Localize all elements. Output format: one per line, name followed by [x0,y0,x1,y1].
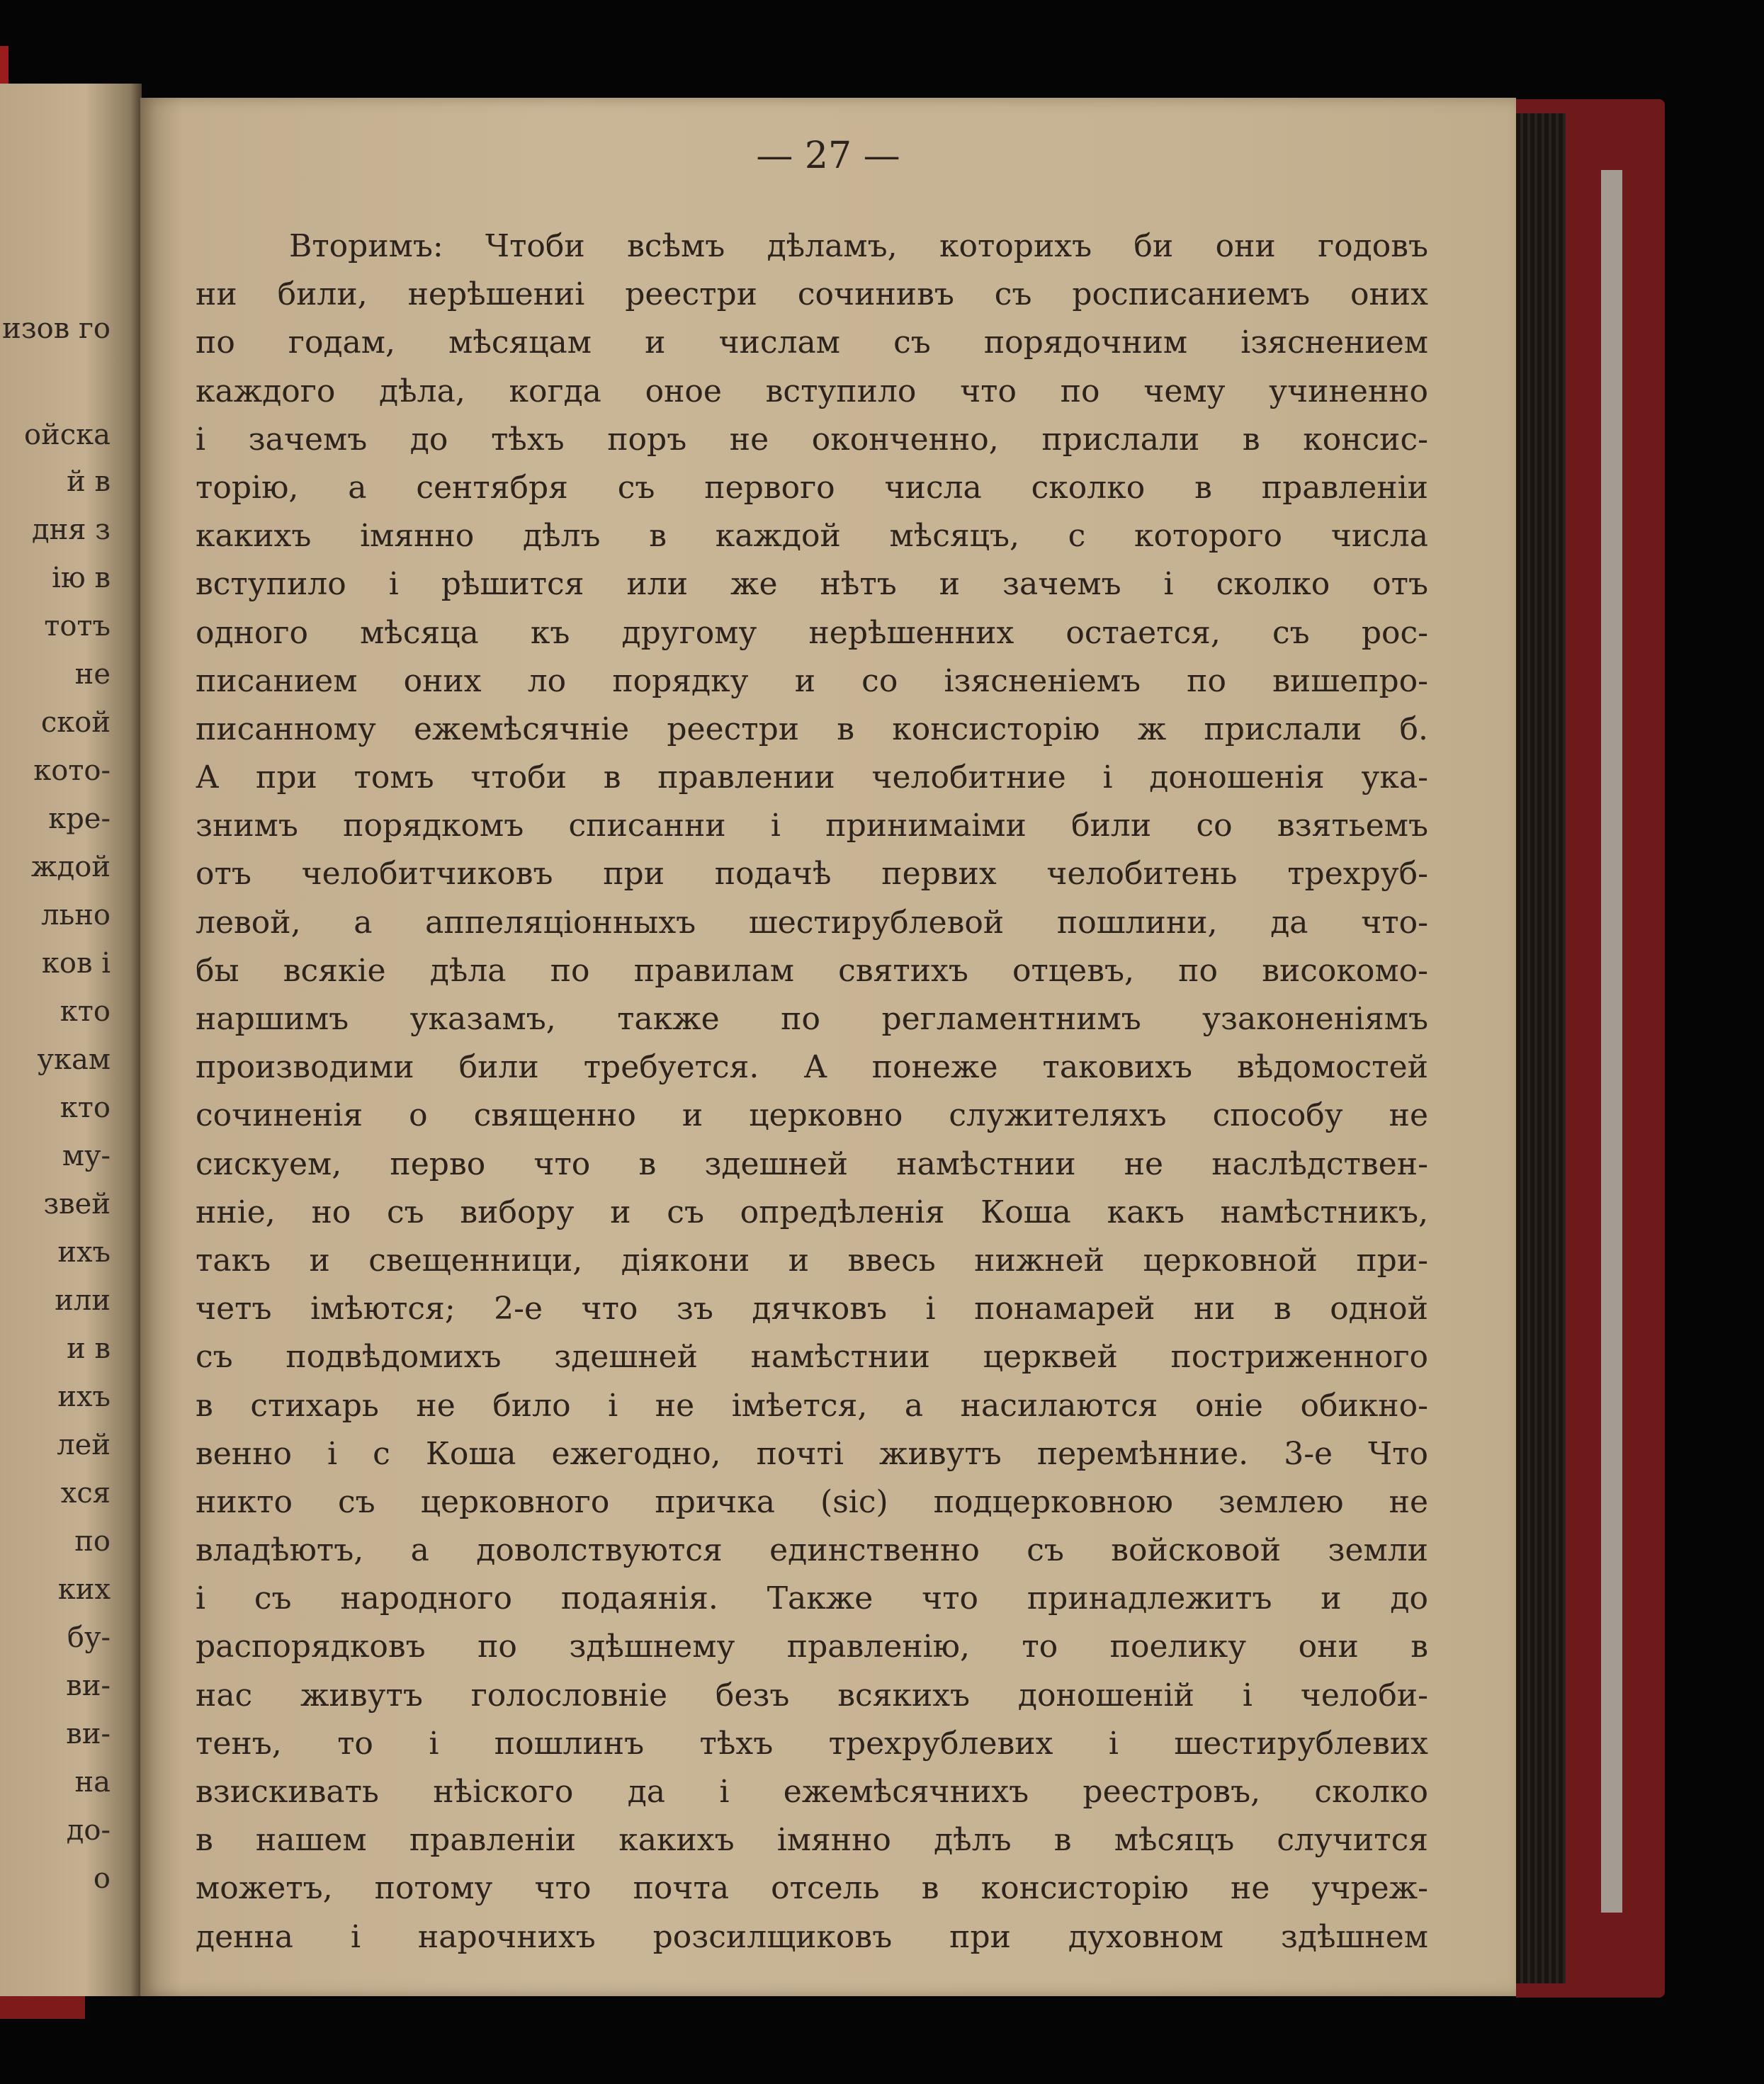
text-line: писанием оних ло порядку и со ізясненіемъ по вишепро- [196,662,1428,699]
page-body-text [196,222,1428,1961]
left-page-line: не [74,658,111,691]
text-line: бы всякіе дѣла по правилам святихъ отцевъ, по високомо- [196,952,1428,989]
left-page-line: тотъ [44,610,111,642]
left-page-line: ких [57,1573,111,1606]
left-page-line: о [93,1862,111,1895]
text-line: наршимъ указамъ, также по регламентнимъ узаконеніямъ [196,1001,1428,1037]
text-line: сочиненія о священно и церковно служителяхъ способу не [196,1097,1428,1134]
left-page-line: ви- [66,1670,111,1702]
text-line: распорядковъ по здѣшнему правленію, то поелику они в [196,1629,1428,1665]
page-number: — 27 — [756,135,900,177]
left-page-line: до- [66,1814,111,1847]
text-line: нас живутъ голословніе безъ всякихъ доношеній і челоби- [196,1677,1428,1714]
left-page-line: кто [60,995,111,1028]
text-line: какихъ імянно дѣлъ в каждой мѣсяцъ, с которого числа [196,518,1428,555]
page-edges [1509,113,1566,1983]
left-page-line: на [74,1766,111,1799]
left-page-line: ви- [66,1718,111,1750]
text-line: А при томъ чтоби в правлении челобитние і доношенія ука- [196,759,1428,796]
text-line: в стихарь не било і не імѣется, а насилаются оніе обикно- [196,1387,1428,1424]
left-page-line: льно [41,899,111,931]
left-page-line: и в [67,1332,111,1365]
left-page-line: ойска [24,419,111,451]
text-line: четъ імѣются; 2-е что зъ дячковъ і понамарей ни в одной [196,1291,1428,1327]
text-line: і съ народного подаянія. Также что принадлежитъ и до [196,1580,1428,1617]
text-line: съ подвѣдомихъ здешней намѣстнии церквей постриженного [196,1339,1428,1376]
left-page-line: ков і [41,947,111,980]
text-line: нніе, но съ вибору и съ опредѣленія Коша какъ намѣстникъ, [196,1194,1428,1230]
left-page-line: й в [67,465,111,498]
text-line: производими били требуется. А понеже таковихъ вѣдомостей [196,1049,1428,1086]
text-line: денна і нарочнихъ розсилщиковъ при духовном здѣшнем [196,1918,1428,1955]
text-line: взискивать нѣіского да і ежемѣсячнихъ реестровъ, сколко [196,1774,1428,1810]
cover-inner-board [1601,170,1622,1913]
left-page-line: ждой [30,851,111,883]
left-page [0,84,142,1996]
text-line: одного мѣсяца къ другому нерѣшенних остается, съ рос- [196,614,1428,651]
left-page-line: или [55,1284,111,1317]
text-line: ни били, нерѣшениі реестри сочинивъ съ росписаниемъ оних [196,276,1428,313]
left-page-line: ихъ [57,1236,111,1269]
left-page-line: ихъ [57,1381,111,1413]
left-page-line: му- [62,1140,111,1172]
left-page-line: лей [57,1429,111,1461]
text-line: торію, а сентября съ первого числа сколко в правленіи [196,469,1428,506]
left-page-line: изов го [2,312,111,345]
text-line: вступило і рѣшится или же нѣтъ и зачемъ і сколко отъ [196,566,1428,603]
text-line: сискуем, перво что в здешней намѣстнии не наслѣдствен- [196,1145,1428,1182]
text-line: писанному ежемѣсячніе реестри в консисторію ж прислали б. [196,710,1428,747]
left-page-line: дня з [31,514,111,546]
text-line: левой, а аппеляціонныхъ шестирублевой пошлини, да что- [196,904,1428,941]
left-page-line: по [74,1525,111,1558]
text-line: отъ челобитчиковъ при подачѣ первих челобитень трехруб- [196,856,1428,893]
left-page-line: кото- [33,754,111,787]
left-page-line: ской [40,706,111,739]
left-page-line: кре- [48,803,111,835]
text-line: і зачемъ до тѣхъ поръ не оконченно, прислали в консис- [196,421,1428,458]
left-page-line: звей [43,1188,111,1221]
text-line: венно і с Коша ежегодно, почті живутъ перемѣнние. 3-е Что [196,1435,1428,1472]
left-page-line: ію в [52,562,111,594]
left-page-line: хся [60,1477,111,1510]
left-page-line: бу- [67,1621,111,1654]
left-page-line: укам [37,1043,111,1076]
text-line: по годам, мѣсяцам и числам съ порядочним ізяснением [196,324,1428,361]
text-line: такъ и свещенници, діякони и ввесь нижней церковной при- [196,1242,1428,1279]
text-line: знимъ порядкомъ списанни і принимаіми били со взятьемъ [196,808,1428,844]
text-line: каждого дѣла, когда оное вступило что по чему учиненно [196,373,1428,409]
text-line: никто съ церковного причка (sic) подцерковною землею не [196,1483,1428,1520]
right-page [140,98,1516,1996]
text-line: в нашем правленіи какихъ імянно дѣлъ в мѣсяцъ случится [196,1822,1428,1859]
text-line: можетъ, потому что почта отсель в консисторію не учреж- [196,1870,1428,1907]
text-line: владѣютъ, а доволствуются единственно съ войсковой земли [196,1532,1428,1569]
text-line: Вторимъ: Чтоби всѣмъ дѣламъ, которихъ би они годовъ [289,228,1428,264]
text-line: тенъ, то і пошлинъ тѣхъ трехрублевих і шестирублевих [196,1725,1428,1762]
left-page-line: кто [60,1092,111,1124]
